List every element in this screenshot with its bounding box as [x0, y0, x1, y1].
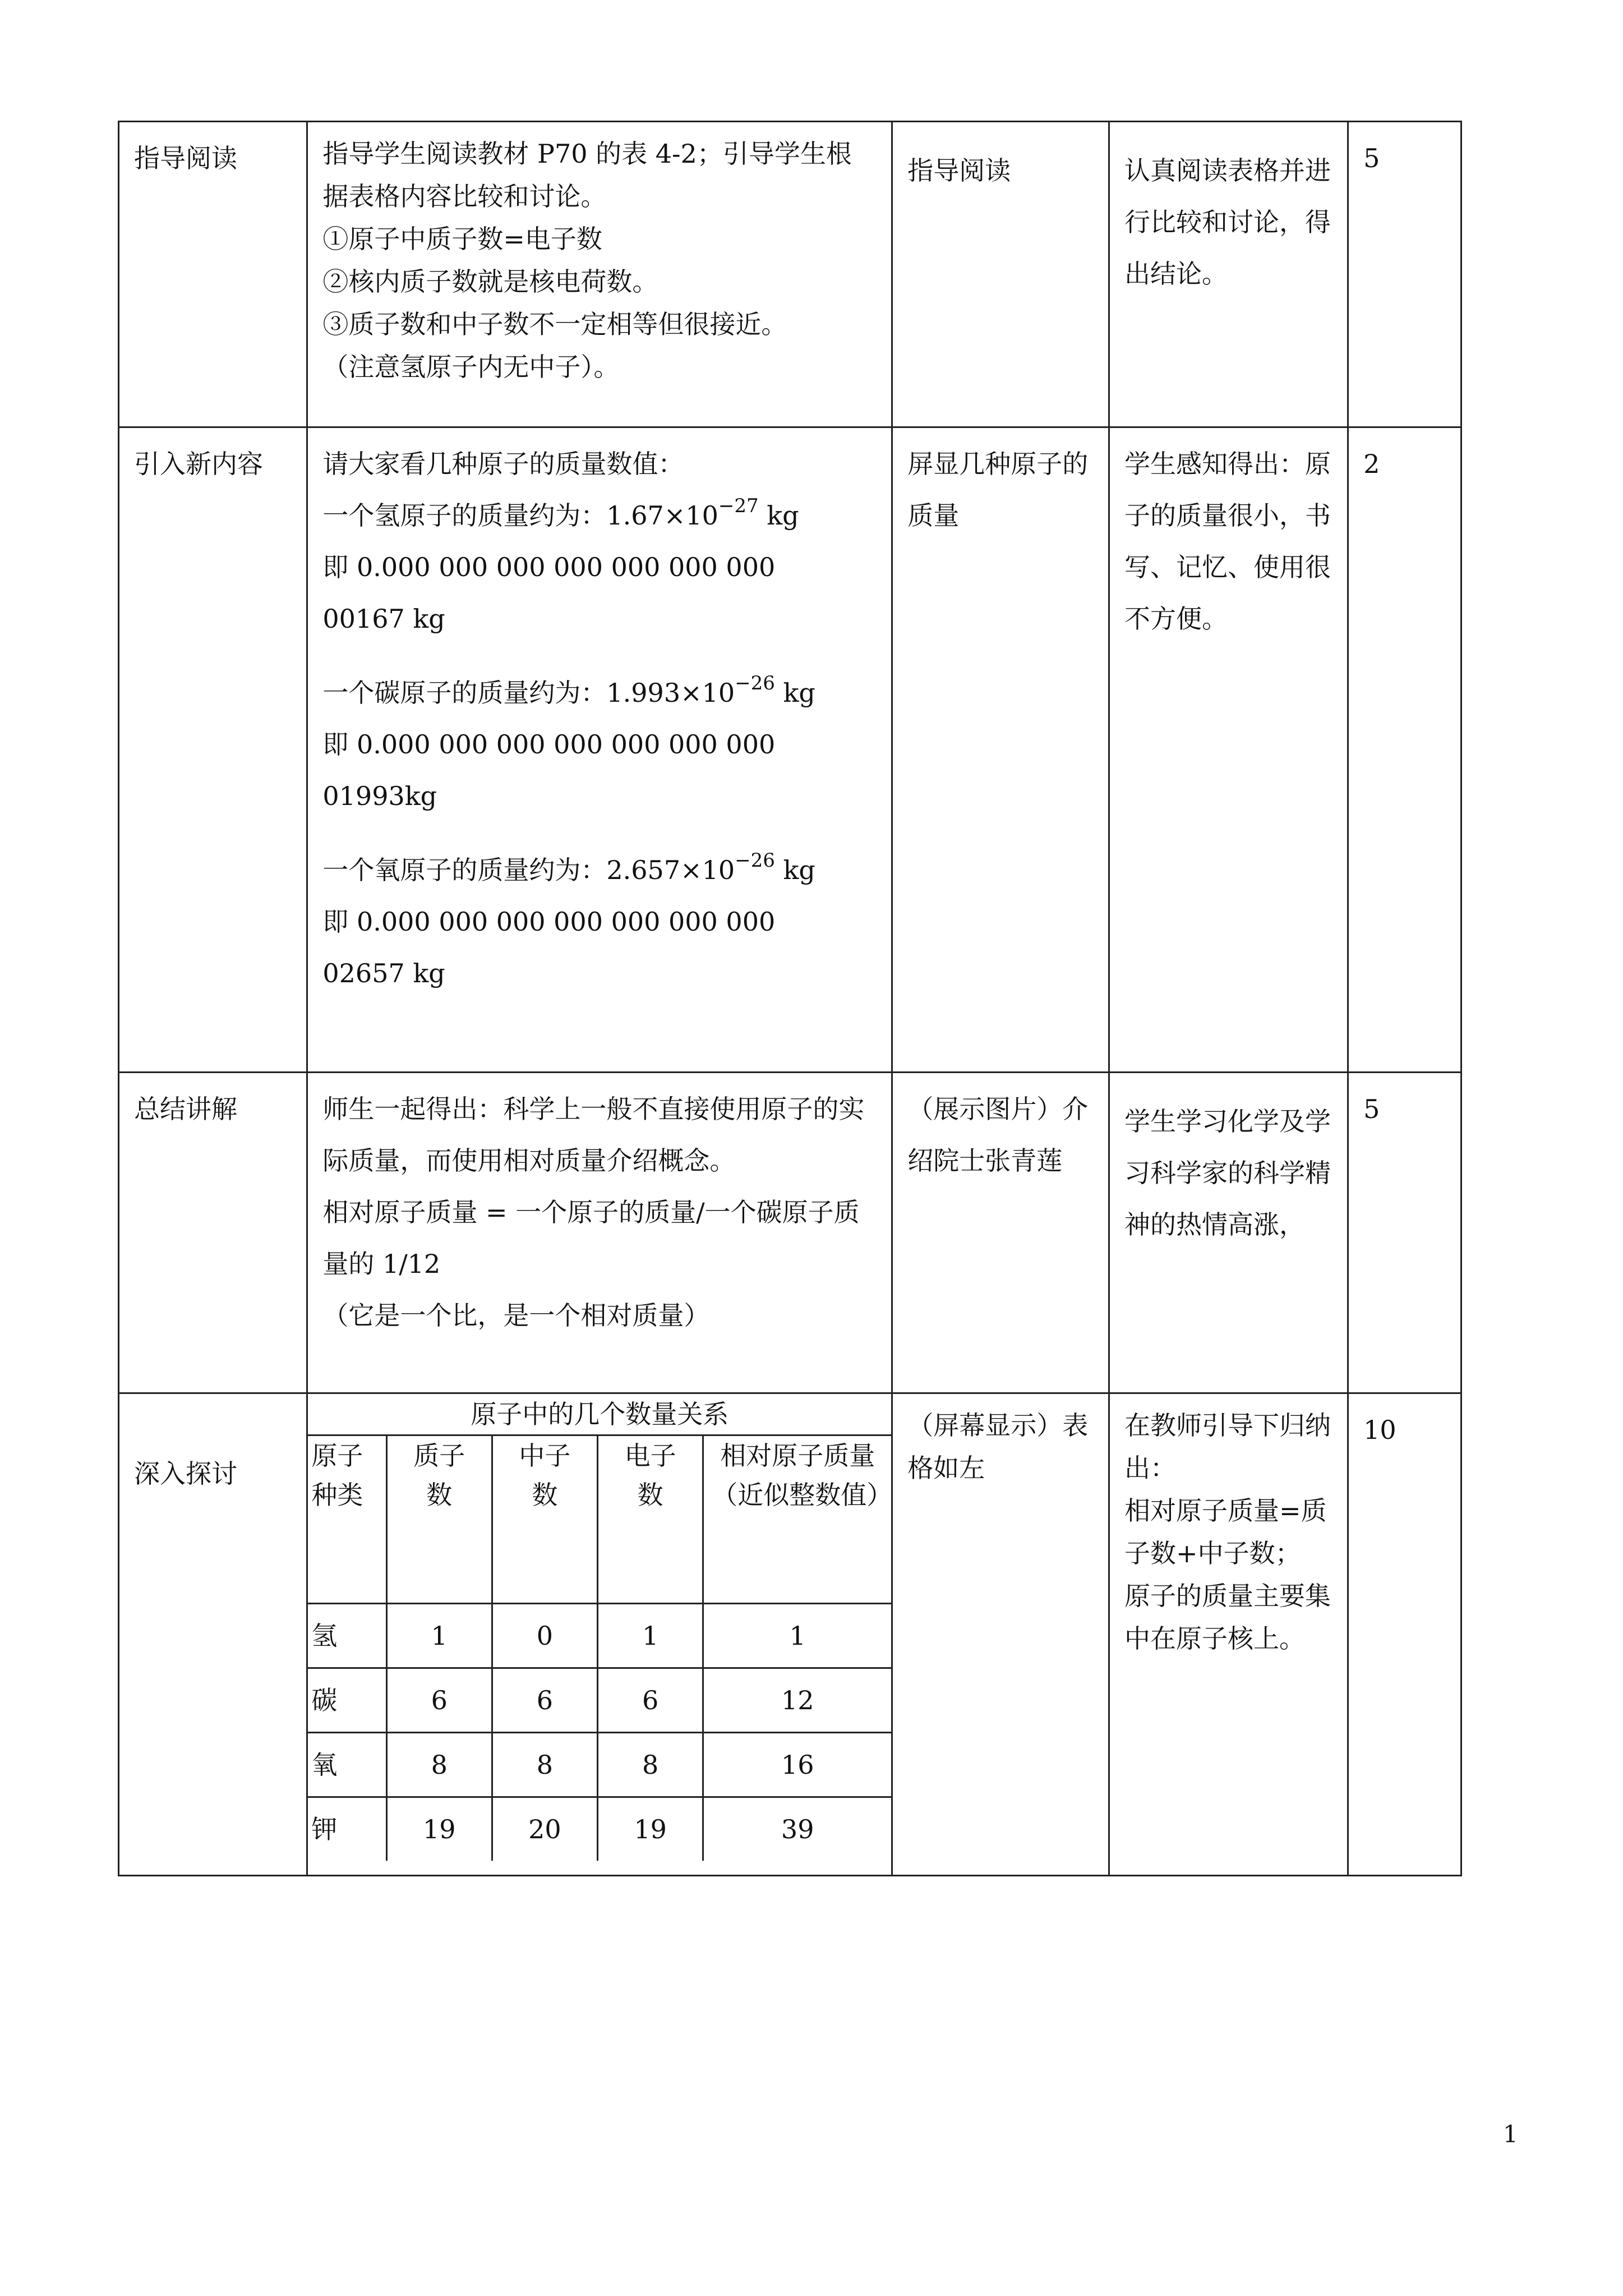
inner-row-oxygen: [308, 1733, 891, 1797]
student-activity-cell: 学生学习化学及学习科学家的科学精神的热情高涨，: [1109, 1073, 1348, 1393]
header-relative-mass: 相对原子质量（近似整数值）: [703, 1435, 892, 1604]
carbon-mass-text: 一个碳原子的质量约为：1.993×10: [322, 678, 735, 708]
cell: 19: [386, 1797, 492, 1861]
inner-header-row: [308, 1435, 891, 1604]
content-line: 00167 kg: [322, 604, 445, 634]
cell: 6: [598, 1668, 703, 1733]
content-line: 师生一起得出：科学上一般不直接使用原子的实际质量，而使用相对质量介绍概念。: [322, 1094, 865, 1176]
content-line: 01993kg: [322, 781, 437, 811]
content-cell: [307, 122, 892, 427]
cell: 12: [703, 1668, 892, 1733]
content-line: 即 0.000 000 000 000 000 000 000: [322, 729, 776, 760]
teacher-activity-cell: 指导阅读: [892, 122, 1109, 427]
cell: 1: [703, 1604, 892, 1668]
cell: 6: [386, 1668, 492, 1733]
atom-name: 氧: [308, 1733, 386, 1797]
student-activity-cell: [1109, 1393, 1348, 1876]
content-line: （注意氢原子内无中子）。: [322, 352, 620, 382]
content-line: ②核内质子数就是核电荷数。: [322, 266, 658, 297]
inner-row-carbon: [308, 1668, 891, 1733]
time-cell: 2: [1348, 427, 1461, 1073]
oxygen-mass-text: 一个氧原子的质量约为：2.657×10: [322, 855, 735, 885]
cell: 8: [386, 1733, 492, 1797]
content-line: 请大家看几种原子的质量数值：: [322, 449, 684, 479]
hydrogen-mass-text: 一个氢原子的质量约为：1.67×10: [322, 500, 718, 531]
stage-cell: 引入新内容: [119, 427, 307, 1073]
student-activity-cell: 认真阅读表格并进行比较和讨论，得出结论。: [1109, 122, 1348, 427]
header-protons: 质子数: [386, 1435, 492, 1604]
inner-row-hydrogen: [308, 1604, 891, 1668]
cell: 8: [598, 1733, 703, 1797]
teacher-activity-cell: （展示图片）介绍院士张青莲: [892, 1073, 1109, 1393]
cell: 8: [492, 1733, 597, 1797]
unit: kg: [774, 855, 815, 885]
atom-name: 氢: [308, 1604, 386, 1668]
row-guided-reading: [119, 122, 1461, 427]
cell: 16: [703, 1733, 892, 1797]
atom-name: 钾: [308, 1797, 386, 1861]
header-electrons: 电子数: [598, 1435, 703, 1604]
cell: 39: [703, 1797, 892, 1861]
atom-quantity-table: [308, 1434, 891, 1861]
cell: 1: [386, 1604, 492, 1668]
header-atom-type: 原子种类: [308, 1435, 386, 1604]
content-line: 02657 kg: [322, 958, 445, 988]
content-line: 在教师引导下归纳出：: [1124, 1410, 1331, 1483]
content-line: 相对原子质量 = 一个原子的质量/一个碳原子质量的 1/12: [322, 1197, 860, 1279]
cell: 19: [598, 1797, 703, 1861]
stage-cell: 深入探讨: [119, 1393, 307, 1876]
time-cell: 5: [1348, 1073, 1461, 1393]
row-new-content: [119, 427, 1461, 1073]
unit: kg: [758, 500, 799, 531]
content-line: 指导学生阅读教材 P70 的表 4-2；引导学生根据表格内容比较和讨论。: [322, 139, 852, 211]
oxygen-mass-line: [322, 844, 877, 896]
hydrogen-mass-line: [322, 490, 877, 541]
cell: 0: [492, 1604, 597, 1668]
content-line: ③质子数和中子数不一定相等但很接近。: [322, 309, 787, 339]
time-cell: 10: [1348, 1393, 1461, 1876]
nested-table-cell: [307, 1393, 892, 1876]
content-line: （它是一个比，是一个相对质量）: [322, 1300, 710, 1331]
hydrogen-exponent: −27: [718, 495, 759, 517]
content-line: 即 0.000 000 000 000 000 000 000: [322, 907, 776, 937]
nested-table-title: 原子中的几个数量关系: [471, 1399, 729, 1429]
header-neutrons: 中子数: [492, 1435, 597, 1604]
content-cell: [307, 427, 892, 1073]
cell: 6: [492, 1668, 597, 1733]
unit: kg: [774, 678, 815, 708]
row-summary: [119, 1073, 1461, 1393]
time-cell: 5: [1348, 122, 1461, 427]
inner-row-potassium: [308, 1797, 891, 1861]
cell: 20: [492, 1797, 597, 1861]
stage-cell: 总结讲解: [119, 1073, 307, 1393]
content-line: 即 0.000 000 000 000 000 000 000: [322, 552, 776, 582]
cell: 1: [598, 1604, 703, 1668]
carbon-mass-line: [322, 667, 877, 719]
content-line: ①原子中质子数=电子数: [322, 224, 602, 254]
stage-cell: 指导阅读: [119, 122, 307, 427]
content-line: 原子的质量主要集中在原子核上。: [1124, 1581, 1331, 1654]
teacher-activity-cell: 屏显几种原子的质量: [892, 427, 1109, 1073]
teacher-activity-cell: （屏幕显示）表格如左: [892, 1393, 1109, 1876]
content-line: 相对原子质量=质子数+中子数；: [1124, 1496, 1327, 1568]
student-activity-cell: 学生感知得出：原子的质量很小，书写、记忆、使用很不方便。: [1109, 427, 1348, 1073]
oxygen-exponent: −26: [735, 849, 775, 872]
content-cell: [307, 1073, 892, 1393]
page-number: 1: [1503, 2120, 1518, 2148]
atom-name: 碳: [308, 1668, 386, 1733]
row-deep-discussion: [119, 1393, 1461, 1876]
carbon-exponent: −26: [735, 672, 775, 694]
lesson-plan-table: [118, 121, 1462, 1876]
